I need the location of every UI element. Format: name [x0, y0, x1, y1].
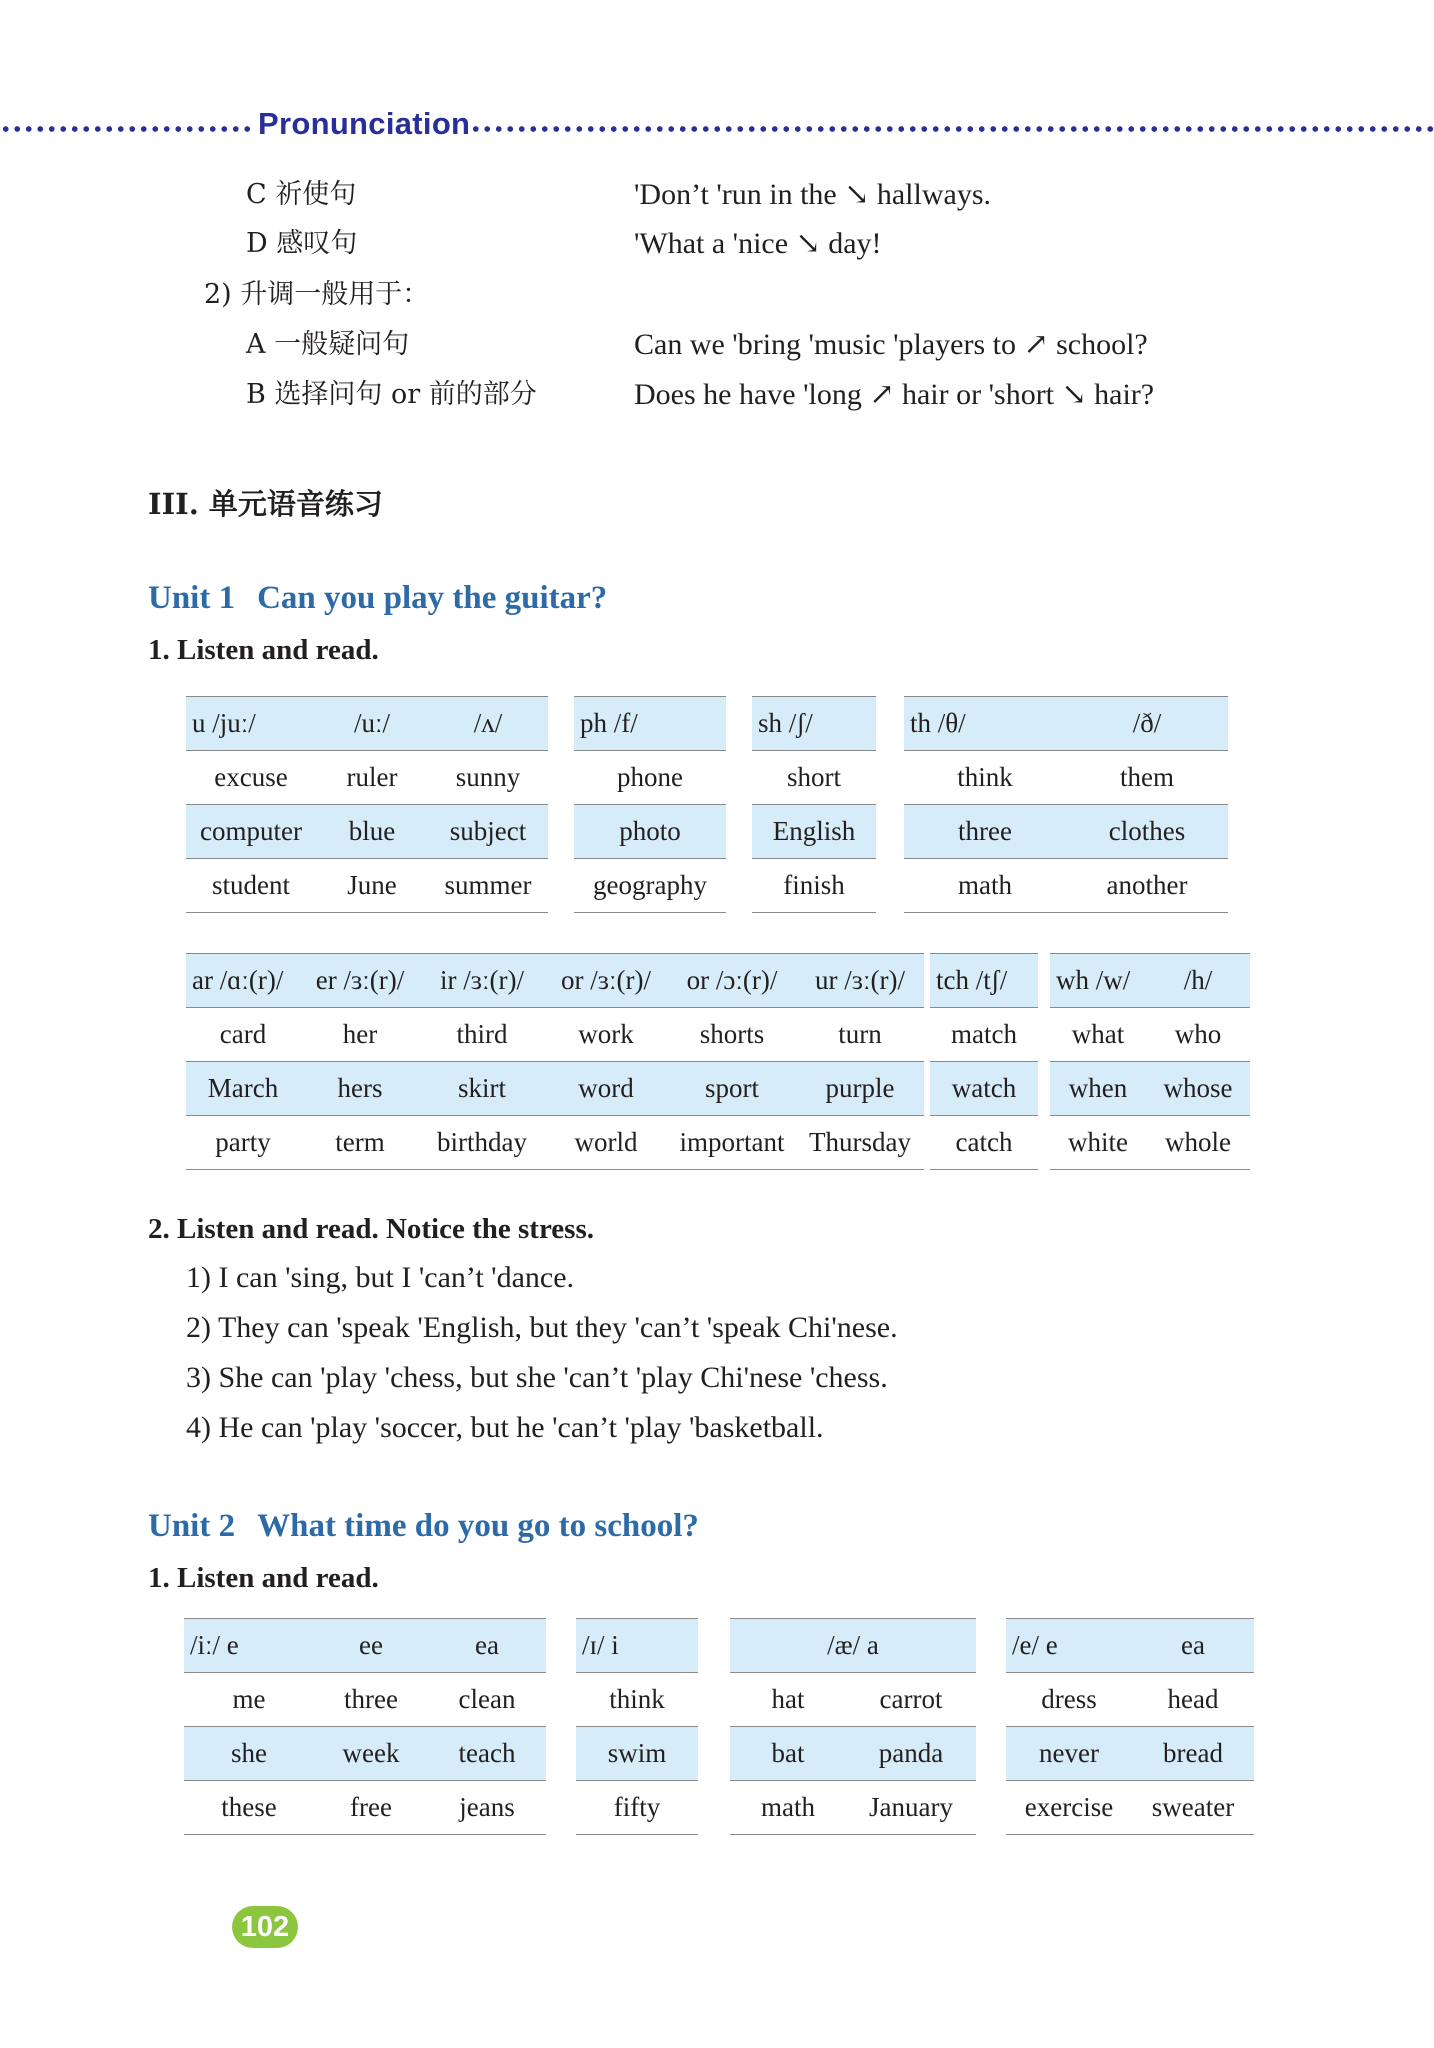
r-cell: important [668, 1116, 796, 1170]
rising-label-a: A 一般疑问句 [246, 329, 410, 360]
section-title: III. 单元语音练习 [148, 487, 383, 521]
unit2-title-text: What time do you go to school? [257, 1508, 699, 1544]
u-header-2: /uː/ [316, 697, 428, 751]
wh-cell: whose [1146, 1062, 1250, 1116]
tch-header: tch /tʃ/ [930, 954, 1038, 1008]
e-header-2: ea [1132, 1619, 1254, 1673]
r-cell: card [186, 1008, 300, 1062]
wh-header-2: /h/ [1146, 954, 1250, 1008]
stress-sentence-2: 2) They can 'speak 'English, but they 'can’t 'speak Chi'nese. [186, 1311, 898, 1344]
r-vowel-table [186, 953, 924, 1170]
intonation-label-d: D 感叹句 [246, 228, 358, 259]
wh-cell: whole [1146, 1116, 1250, 1170]
i-long-cell: jeans [428, 1781, 546, 1835]
u-cell: summer [428, 859, 548, 913]
r-cell: shorts [668, 1008, 796, 1062]
r-header: or /ɜː(r)/ [544, 954, 668, 1008]
th-header-2: /ð/ [1066, 697, 1228, 751]
e-table [1006, 1618, 1254, 1835]
ae-header: /æ/ a [730, 1619, 976, 1673]
e-cell: exercise [1006, 1781, 1132, 1835]
r-cell: world [544, 1116, 668, 1170]
ae-cell: math [730, 1781, 846, 1835]
stress-sentence-1: 1) I can 'sing, but I 'can’t 'dance. [186, 1261, 575, 1294]
u-cell: subject [428, 805, 548, 859]
rising-example-a: Can we 'bring 'music 'players to ↗ school? [634, 328, 1148, 361]
th-table [904, 696, 1228, 913]
intonation-example-c: 'Don’t 'run in the ↘ hallways. [634, 178, 992, 211]
i-long-cell: week [314, 1727, 428, 1781]
ae-cell: hat [730, 1673, 846, 1727]
r-header: ur /ɜː(r)/ [796, 954, 924, 1008]
wh-cell: what [1050, 1008, 1146, 1062]
r-cell: her [300, 1008, 420, 1062]
r-cell: turn [796, 1008, 924, 1062]
u-cell: student [186, 859, 316, 913]
e-cell: sweater [1132, 1781, 1254, 1835]
sh-cell: short [752, 751, 876, 805]
unit2-title [148, 1508, 699, 1545]
i-long-cell: teach [428, 1727, 546, 1781]
ph-header: ph /f/ [574, 697, 726, 751]
intonation-example-d: 'What a 'nice ↘ day! [634, 227, 882, 260]
ph-cell: phone [574, 751, 726, 805]
e-header-1: /e/ e [1006, 1619, 1132, 1673]
r-cell: sport [668, 1062, 796, 1116]
th-cell: math [904, 859, 1066, 913]
th-cell: think [904, 751, 1066, 805]
i-short-header: /ɪ/ i [576, 1619, 698, 1673]
i-long-cell: me [184, 1673, 314, 1727]
r-header: ar /ɑː(r)/ [186, 954, 300, 1008]
ae-cell: bat [730, 1727, 846, 1781]
wh-cell: who [1146, 1008, 1250, 1062]
tch-table [930, 953, 1038, 1170]
stress-sentence-3: 3) She can 'play 'chess, but she 'can’t 'play Chi'nese 'chess. [186, 1361, 888, 1394]
ph-table [574, 696, 726, 913]
r-cell: work [544, 1008, 668, 1062]
unit1-title [148, 580, 607, 617]
i-long-cell: she [184, 1727, 314, 1781]
i-short-cell: swim [576, 1727, 698, 1781]
r-cell: purple [796, 1062, 924, 1116]
i-short-table [576, 1618, 698, 1835]
th-cell: another [1066, 859, 1228, 913]
unit1-title-text: Can you play the guitar? [257, 580, 608, 616]
ae-cell: carrot [846, 1673, 976, 1727]
header-dots-right [470, 122, 1434, 136]
r-cell: skirt [420, 1062, 544, 1116]
tch-cell: catch [930, 1116, 1038, 1170]
r-cell: March [186, 1062, 300, 1116]
r-header: er /ɜː(r)/ [300, 954, 420, 1008]
u-cell: computer [186, 805, 316, 859]
i-long-header: ea [428, 1619, 546, 1673]
wh-table [1050, 953, 1250, 1170]
unit2-number: Unit 2 [148, 1508, 236, 1544]
ae-cell: panda [846, 1727, 976, 1781]
sh-header: sh /ʃ/ [752, 697, 876, 751]
i-long-header: ee [314, 1619, 428, 1673]
header-dots-left [0, 122, 250, 136]
u-header-3: /ʌ/ [428, 697, 548, 751]
e-cell: dress [1006, 1673, 1132, 1727]
i-long-cell: these [184, 1781, 314, 1835]
rising-label-b: B 选择问句 or 前的部分 [246, 379, 537, 410]
sh-cell: English [752, 805, 876, 859]
wh-cell: when [1050, 1062, 1146, 1116]
u-cell: excuse [186, 751, 316, 805]
e-cell: head [1132, 1673, 1254, 1727]
tch-cell: match [930, 1008, 1038, 1062]
r-cell: word [544, 1062, 668, 1116]
unit2-task1: 1. Listen and read. [148, 1562, 379, 1594]
r-cell: term [300, 1116, 420, 1170]
unit1-task2: 2. Listen and read. Notice the stress. [148, 1213, 594, 1245]
r-cell: Thursday [796, 1116, 924, 1170]
th-cell: three [904, 805, 1066, 859]
r-cell: third [420, 1008, 544, 1062]
rising-heading: 2) 升调一般用于： [204, 279, 430, 310]
i-short-cell: fifty [576, 1781, 698, 1835]
ae-table [730, 1618, 976, 1835]
u-header-1: u /juː/ [186, 697, 316, 751]
u-cell: June [316, 859, 428, 913]
wh-cell: white [1050, 1116, 1146, 1170]
ph-cell: geography [574, 859, 726, 913]
ae-cell: January [846, 1781, 976, 1835]
u-cell: ruler [316, 751, 428, 805]
stress-sentence-4: 4) He can 'play 'soccer, but he 'can’t 'play 'basketball. [186, 1411, 824, 1444]
e-cell: never [1006, 1727, 1132, 1781]
r-cell: birthday [420, 1116, 544, 1170]
th-cell: them [1066, 751, 1228, 805]
i-long-header: /iː/ e [184, 1619, 314, 1673]
r-header: ir /ɜː(r)/ [420, 954, 544, 1008]
tch-cell: watch [930, 1062, 1038, 1116]
i-long-cell: free [314, 1781, 428, 1835]
u-cell: sunny [428, 751, 548, 805]
r-cell: party [186, 1116, 300, 1170]
ph-cell: photo [574, 805, 726, 859]
sh-cell: finish [752, 859, 876, 913]
rising-example-b: Does he have 'long ↗ hair or 'short ↘ hair? [634, 378, 1155, 411]
unit1-number: Unit 1 [148, 580, 236, 616]
unit1-task1: 1. Listen and read. [148, 634, 379, 666]
page-number: 102 [232, 1906, 298, 1948]
i-long-table [184, 1618, 546, 1835]
wh-header-1: wh /w/ [1050, 954, 1146, 1008]
e-cell: bread [1132, 1727, 1254, 1781]
i-long-cell: clean [428, 1673, 546, 1727]
th-cell: clothes [1066, 805, 1228, 859]
u-table [186, 696, 548, 913]
i-long-cell: three [314, 1673, 428, 1727]
r-cell: hers [300, 1062, 420, 1116]
i-short-cell: think [576, 1673, 698, 1727]
intonation-label-c: C 祈使句 [246, 179, 357, 210]
sh-table [752, 696, 876, 913]
th-header-1: th /θ/ [904, 697, 1066, 751]
r-header: or /ɔː(r)/ [668, 954, 796, 1008]
header-title: Pronunciation [258, 106, 471, 141]
u-cell: blue [316, 805, 428, 859]
